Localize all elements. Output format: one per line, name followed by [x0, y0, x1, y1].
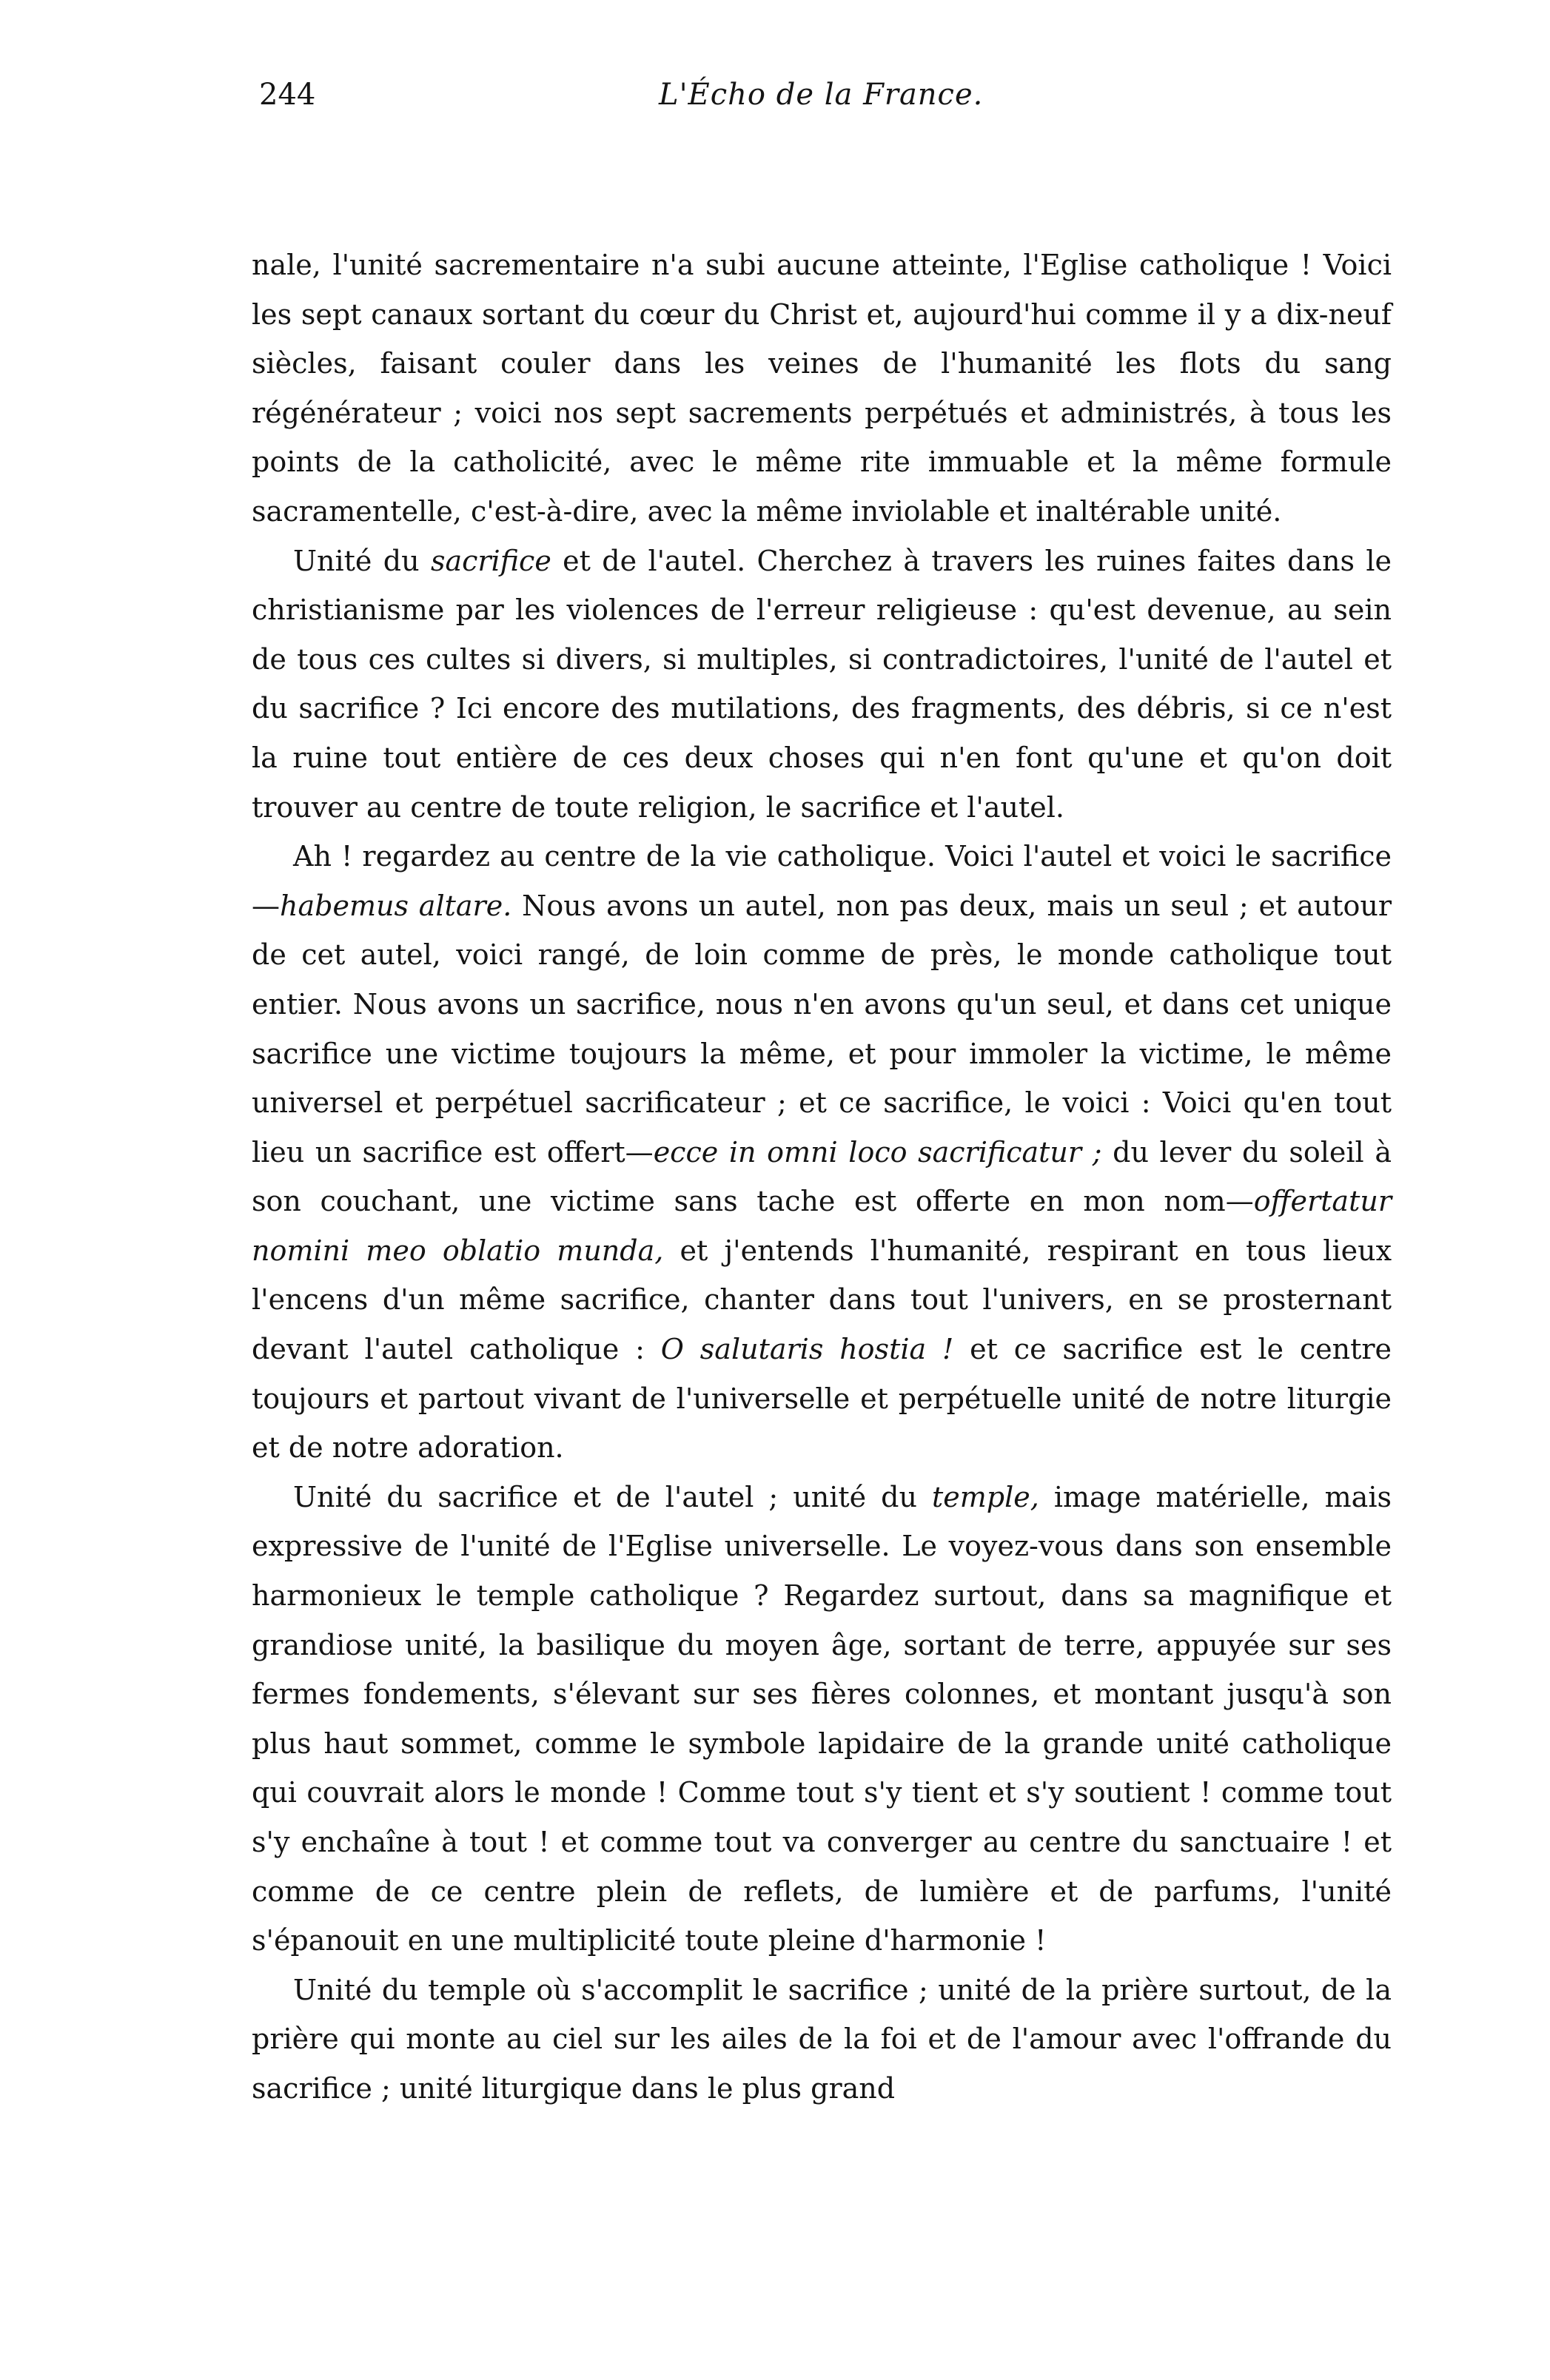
paragraph-3: [252, 832, 1392, 1473]
italic-phrase: sacrifice: [430, 544, 551, 577]
text-run: du lever du soleil à son couchant, une victime sans tache est offerte en mon nom—: [252, 1135, 1392, 1218]
italic-phrase: ecce in omni loco sacrificatur ;: [653, 1135, 1102, 1169]
paragraph-4: [252, 1473, 1392, 1966]
paragraph-1: [252, 241, 1392, 537]
paragraph-5: [252, 1966, 1392, 2114]
text-run: et j'entends l'humanité, respirant en tous lieux l'encens d'un même sacrifice, chanter dans tout l'univers, en se prosternant devant l'autel catholique :: [252, 1234, 1392, 1366]
italic-phrase: O salutaris hostia !: [660, 1333, 954, 1366]
italic-phrase: offertatur nomini meo oblatio munda,: [252, 1185, 1392, 1267]
text-run: Unité du sacrifice et de l'autel ; unité du: [293, 1480, 932, 1513]
page-number: 244: [259, 78, 316, 112]
paragraph-2: [252, 537, 1392, 833]
running-title: L'Écho de la France.: [659, 78, 984, 112]
text-run: Ah ! regardez au centre de la vie catholique. Voici l'autel et voici le sacrifice—: [252, 840, 1392, 922]
italic-phrase: habemus altare.: [280, 889, 512, 922]
text-run: Nous avons un autel, non pas deux, mais un seul ; et autour de cet autel, voici rangé, de loin comme de près, le monde catholique tout entier. Nous avons un sacrifice, nous n'en avons qu'un seul, et dans cet unique sacrifice une victime toujours la même, et pour immoler la victime, le même universel et perpétuel sacrificateur ; et ce sacrifice, le voici : Voici qu'en tout lieu un sacrifice est offert—: [252, 889, 1392, 1169]
running-header: [252, 78, 1392, 137]
body-text: [252, 241, 1392, 2114]
italic-phrase: temple,: [931, 1480, 1039, 1513]
text-run: nale, l'unité sacrementaire n'a subi aucune atteinte, l'Eglise catholique ! Voici les sept canaux sortant du cœur du Christ et, aujourd'hui comme il y a dix-neuf siècles, faisant couler dans les veines de l'humanité les flots du sang régénérateur ; voici nos sept sacrements perpétués et administrés, à tous les points de la catholicité, avec le même rite immuable et la même formule sacramentelle, c'est-à-dire, avec la même inviolable et inaltérable unité.: [252, 249, 1392, 528]
book-page: [252, 78, 1392, 2114]
text-run: Unité du temple où s'accomplit le sacrifice ; unité de la prière surtout, de la prière qui monte au ciel sur les ailes de la foi et de l'amour avec l'offrande du sacrifice ; unité liturgique dans le plus grand: [252, 1973, 1392, 2105]
text-run: et de l'autel. Cherchez à travers les ruines faites dans le christianisme par les violences de l'erreur religieuse : qu'est devenue, au sein de tous ces cultes si divers, si multiples, si contradictoires, l'unité de l'autel et du sacrifice ? Ici encore des mutilations, des fragments, des débris, si ce n'est la ruine tout entière de ces deux choses qui n'en font qu'une et qu'on doit trouver au centre de toute religion, le sacrifice et l'autel.: [252, 544, 1392, 824]
text-run: image matérielle, mais expressive de l'unité de l'Eglise universelle. Le voyez-vous dans son ensemble harmonieux le temple catholique ? Regardez surtout, dans sa magnifique et grandiose unité, la basilique du moyen âge, sortant de terre, appuyée sur ses fermes fondements, s'élevant sur ses fières colonnes, et montant jusqu'à son plus haut sommet, comme le symbole lapidaire de la grande unité catholique qui couvrait alors le monde ! Comme tout s'y tient et s'y soutient ! comme tout s'y enchaîne à tout ! et comme tout va converger au centre du sanctuaire ! et comme de ce centre plein de reflets, de lumière et de parfums, l'unité s'épanouit en une multiplicité toute pleine d'harmonie !: [252, 1480, 1392, 1957]
text-run: et ce sacrifice est le centre toujours et partout vivant de l'universelle et perpétuelle unité de notre liturgie et de notre adoration.: [252, 1333, 1392, 1465]
text-run: Unité du: [293, 544, 431, 577]
